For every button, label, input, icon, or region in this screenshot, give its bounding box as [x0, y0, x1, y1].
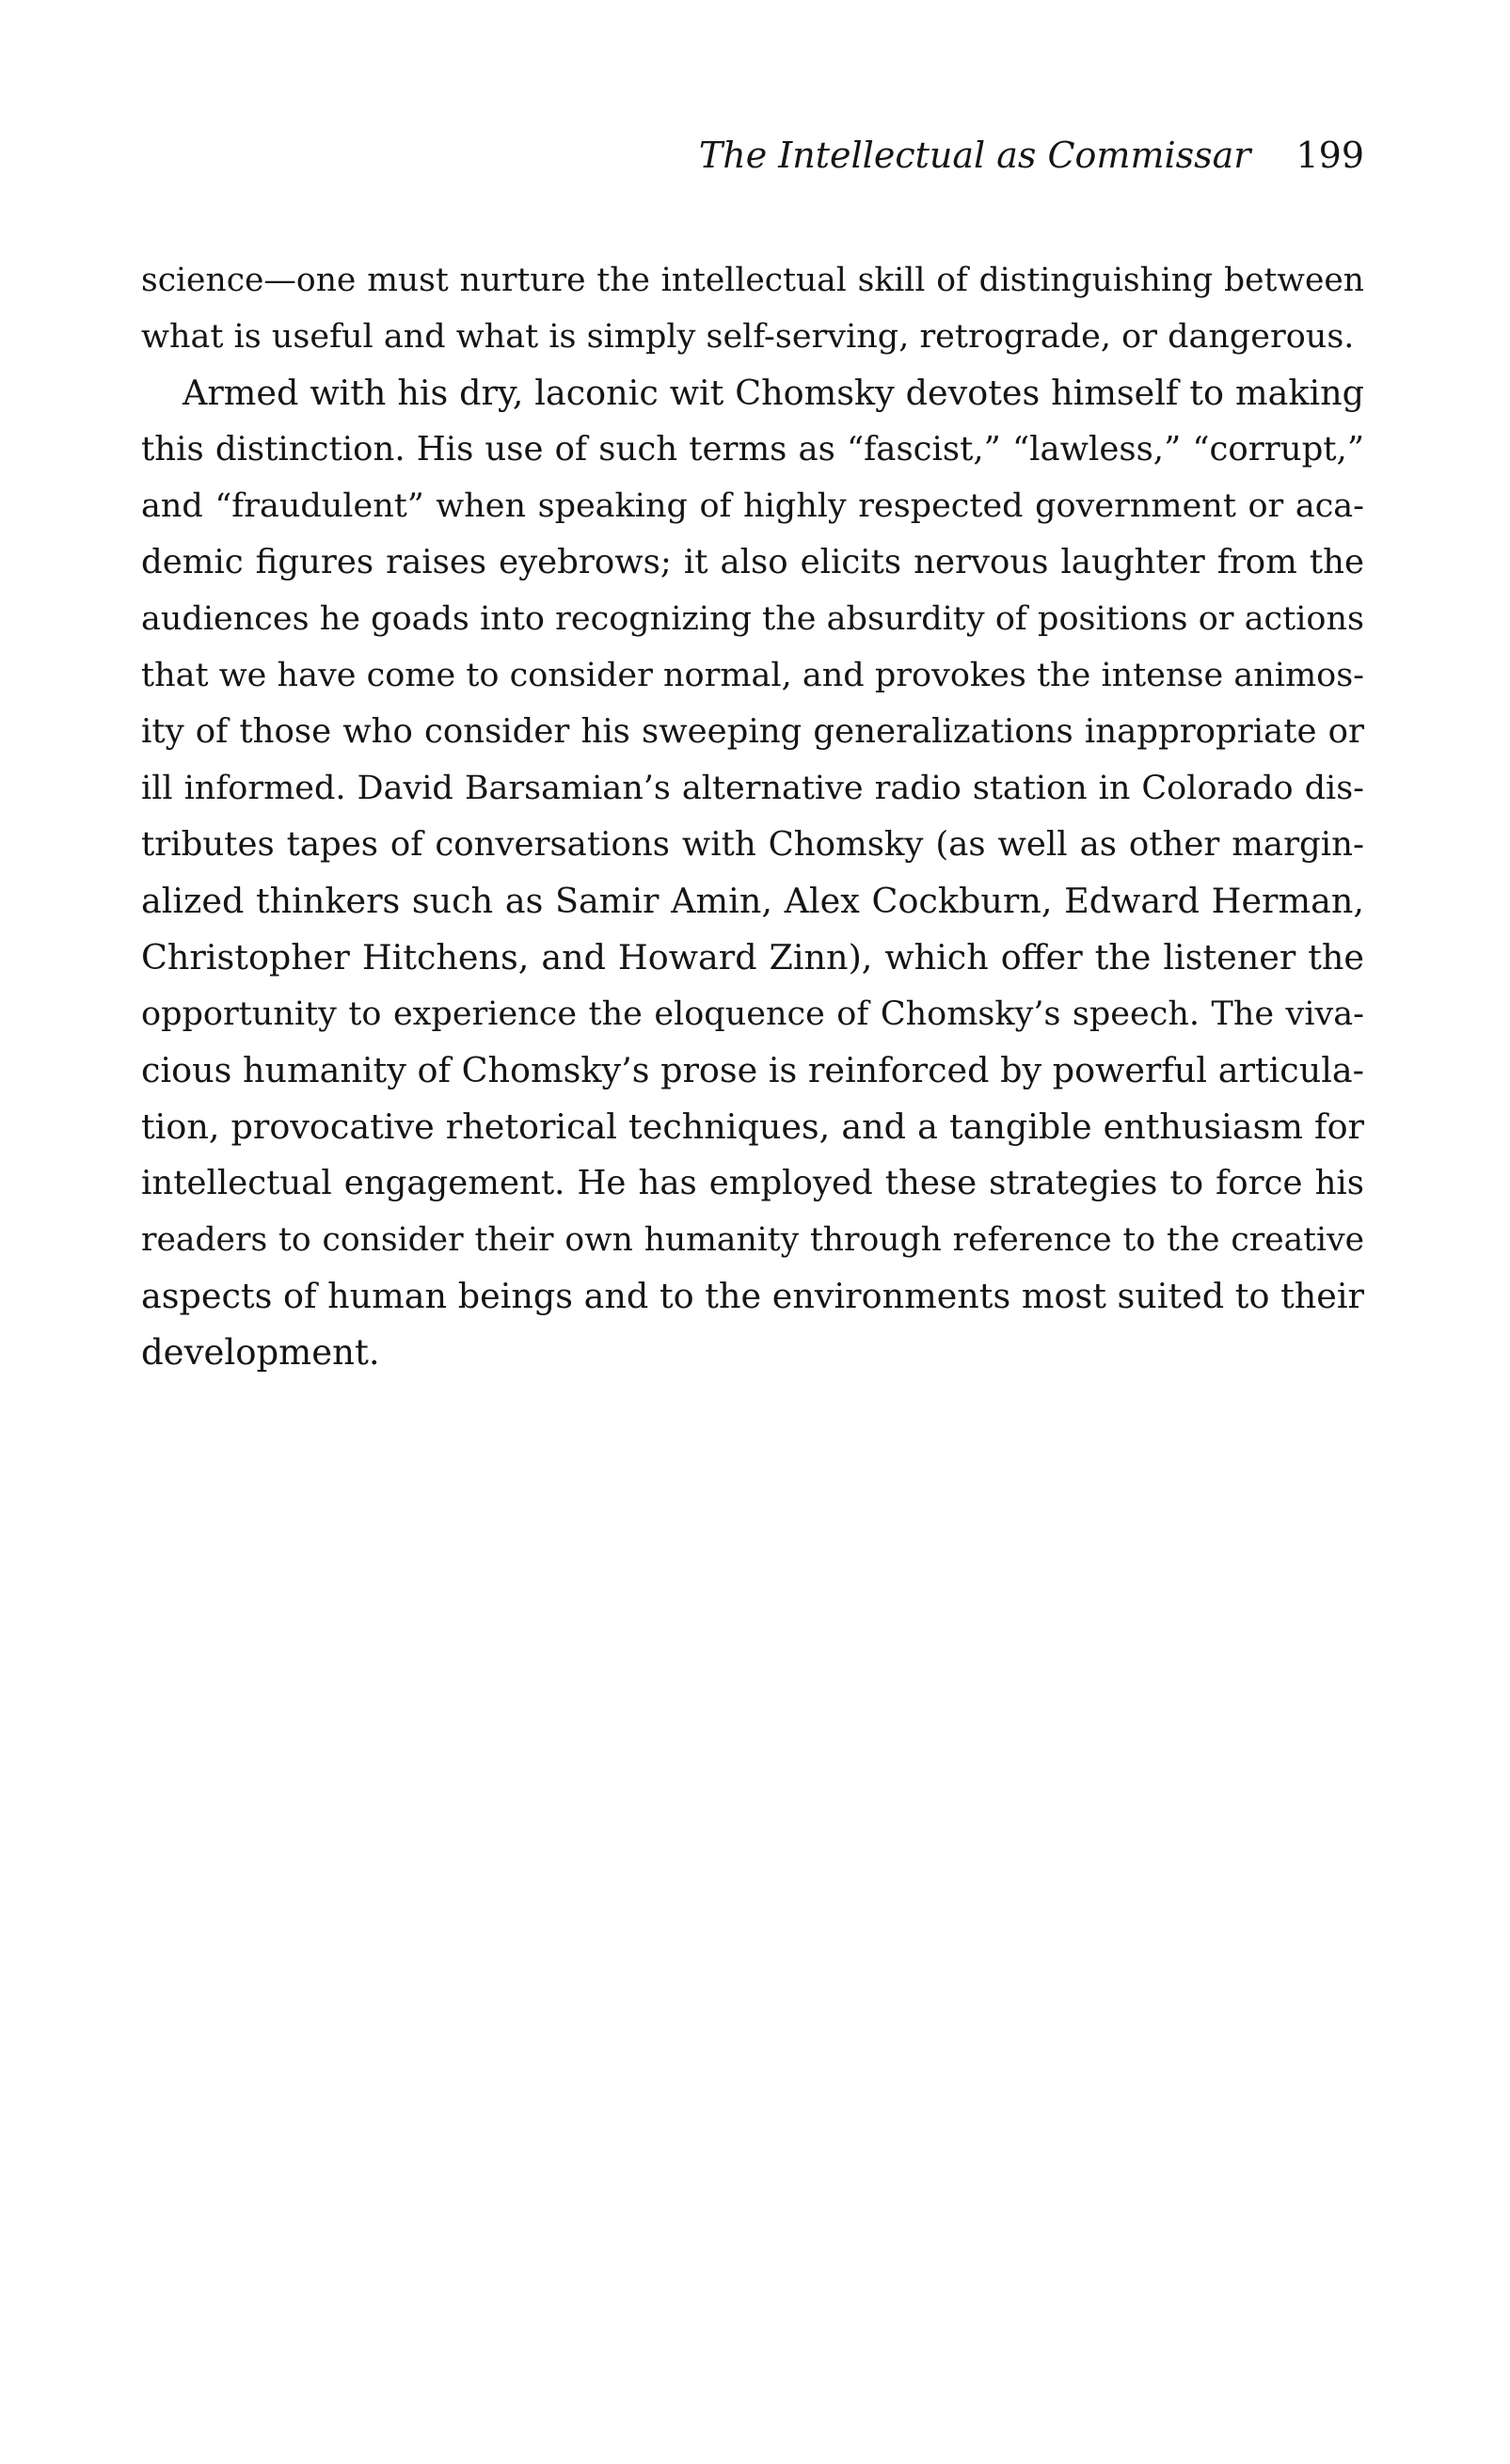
- text-line: demic figures raises eyebrows; it also elicits nervous laughter from the: [141, 543, 1364, 581]
- text-line: tion, provocative rhetorical techniques, and a tangible enthusiasm for: [141, 1106, 1364, 1147]
- text-line: and “fraudulent” when speaking of highly respected government or aca-: [141, 487, 1364, 525]
- text-line: readers to consider their own humanity through reference to the creative: [141, 1221, 1364, 1259]
- text-line: cious humanity of Chomsky’s prose is reinforced by powerful articula-: [141, 1050, 1364, 1090]
- text-line: science—one must nurture the intellectual skill of distinguishing between: [141, 262, 1364, 299]
- paragraph-first-line: Armed with his dry, laconic wit Chomsky devotes himself to making: [183, 373, 1364, 413]
- text-line: alized thinkers such as Samir Amin, Alex Cockburn, Edward Herman,: [141, 881, 1364, 921]
- body-text: [141, 252, 1364, 1381]
- text-line: tributes tapes of conversations with Chomsky (as well as other margin-: [141, 825, 1364, 864]
- text-line: audiences he goads into recognizing the absurdity of positions or actions: [141, 600, 1364, 638]
- text-line: ill informed. David Barsamian’s alternative radio station in Colorado dis-: [141, 770, 1364, 807]
- text-line: that we have come to consider normal, and provokes the intense animos-: [141, 657, 1364, 694]
- page-number: 199: [1295, 135, 1364, 176]
- text-line: ity of those who consider his sweeping generalizations inappropriate or: [141, 712, 1364, 751]
- text-line: this distinction. His use of such terms as “fascist,” “lawless,” “corrupt,”: [141, 430, 1364, 469]
- paragraph-last-line: development.: [141, 1332, 380, 1373]
- text-line: Christopher Hitchens, and Howard Zinn), which offer the listener the: [141, 937, 1364, 978]
- text-line: aspects of human beings and to the environments most suited to their: [141, 1276, 1364, 1316]
- running-head: [141, 132, 1364, 179]
- running-title: The Intellectual as Commissar: [698, 135, 1251, 176]
- text-line: intellectual engagement. He has employed these strategies to force his: [141, 1164, 1364, 1202]
- text-line: what is useful and what is simply self-serving, retrograde, or dangerous.: [141, 318, 1355, 356]
- text-line: opportunity to experience the eloquence of Chomsky’s speech. The viva-: [141, 995, 1364, 1033]
